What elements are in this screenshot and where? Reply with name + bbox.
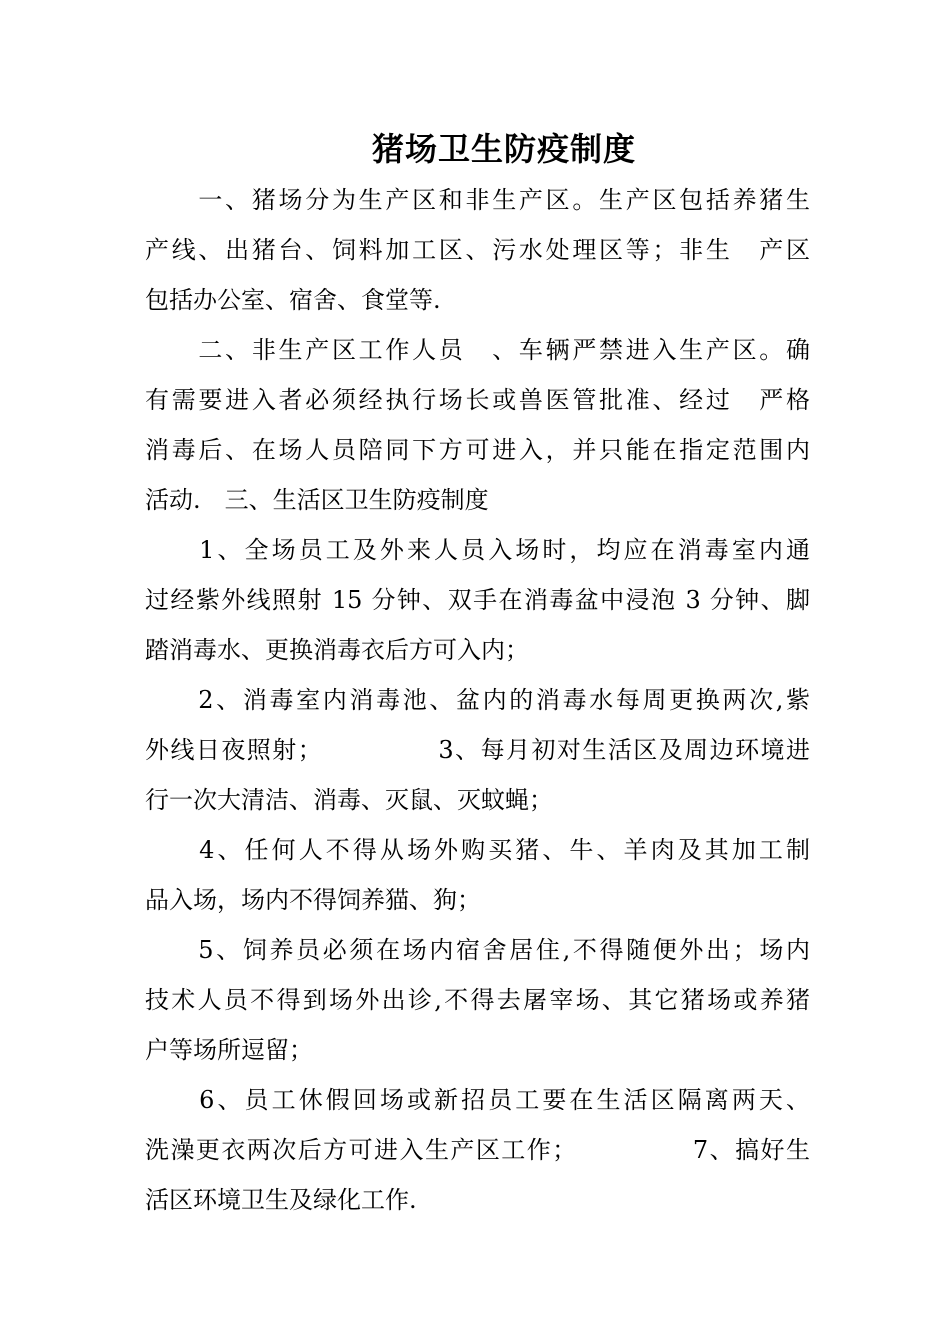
text-line: 过经紫外线照射 15 分钟、双手在消毒盆中浸泡 3 分钟、脚 — [145, 586, 810, 614]
text-line: 品入场，场内不得饲养猫、狗； — [145, 886, 481, 914]
text-line: 产线、出猪台、饲料加工区、污水处理区等；非生 产区 — [145, 236, 810, 264]
text-line: 6、员工休假回场或新招员工要在生活区隔离两天、 — [145, 1086, 810, 1114]
text-line: 有需要进入者必须经执行场长或兽医管批准、经过 严格 — [145, 386, 810, 414]
text-line: 活动. 三、生活区卫生防疫制度 — [145, 486, 489, 514]
text-line: 活区环境卫生及绿化工作. — [145, 1186, 417, 1214]
text-line: 5、饲养员必须在场内宿舍居住,不得随便外出；场内 — [145, 936, 810, 964]
text-line: 一、猪场分为生产区和非生产区。生产区包括养猪生 — [145, 186, 810, 214]
text-line: 2、消毒室内消毒池、盆内的消毒水每周更换两次,紫 — [145, 686, 810, 714]
text-line: 1、全场员工及外来人员入场时，均应在消毒室内通 — [145, 536, 810, 564]
text-line: 踏消毒水、更换消毒衣后方可入内； — [145, 636, 529, 664]
text-line: 包括办公室、宿舍、食堂等. — [145, 286, 441, 314]
text-line: 消毒后、在场人员陪同下方可进入，并只能在指定范围内 — [145, 436, 810, 464]
text-line: 行一次大清洁、消毒、灭鼠、灭蚊蝇； — [145, 786, 553, 814]
document-body — [145, 175, 810, 1225]
page-title: 猪场卫生防疫制度 — [371, 130, 636, 168]
text-line: 外线日夜照射； 3、每月初对生活区及周边环境进 — [145, 736, 810, 764]
text-line: 二、非生产区工作人员 、车辆严禁进入生产区。确 — [145, 336, 810, 364]
text-line: 洗澡更衣两次后方可进入生产区工作； 7、搞好生 — [145, 1136, 810, 1164]
text-line: 4、任何人不得从场外购买猪、牛、羊肉及其加工制 — [145, 836, 810, 864]
text-line: 技术人员不得到场外出诊,不得去屠宰场、其它猪场或养猪 — [145, 986, 810, 1014]
text-line: 户等场所逗留； — [145, 1036, 313, 1064]
